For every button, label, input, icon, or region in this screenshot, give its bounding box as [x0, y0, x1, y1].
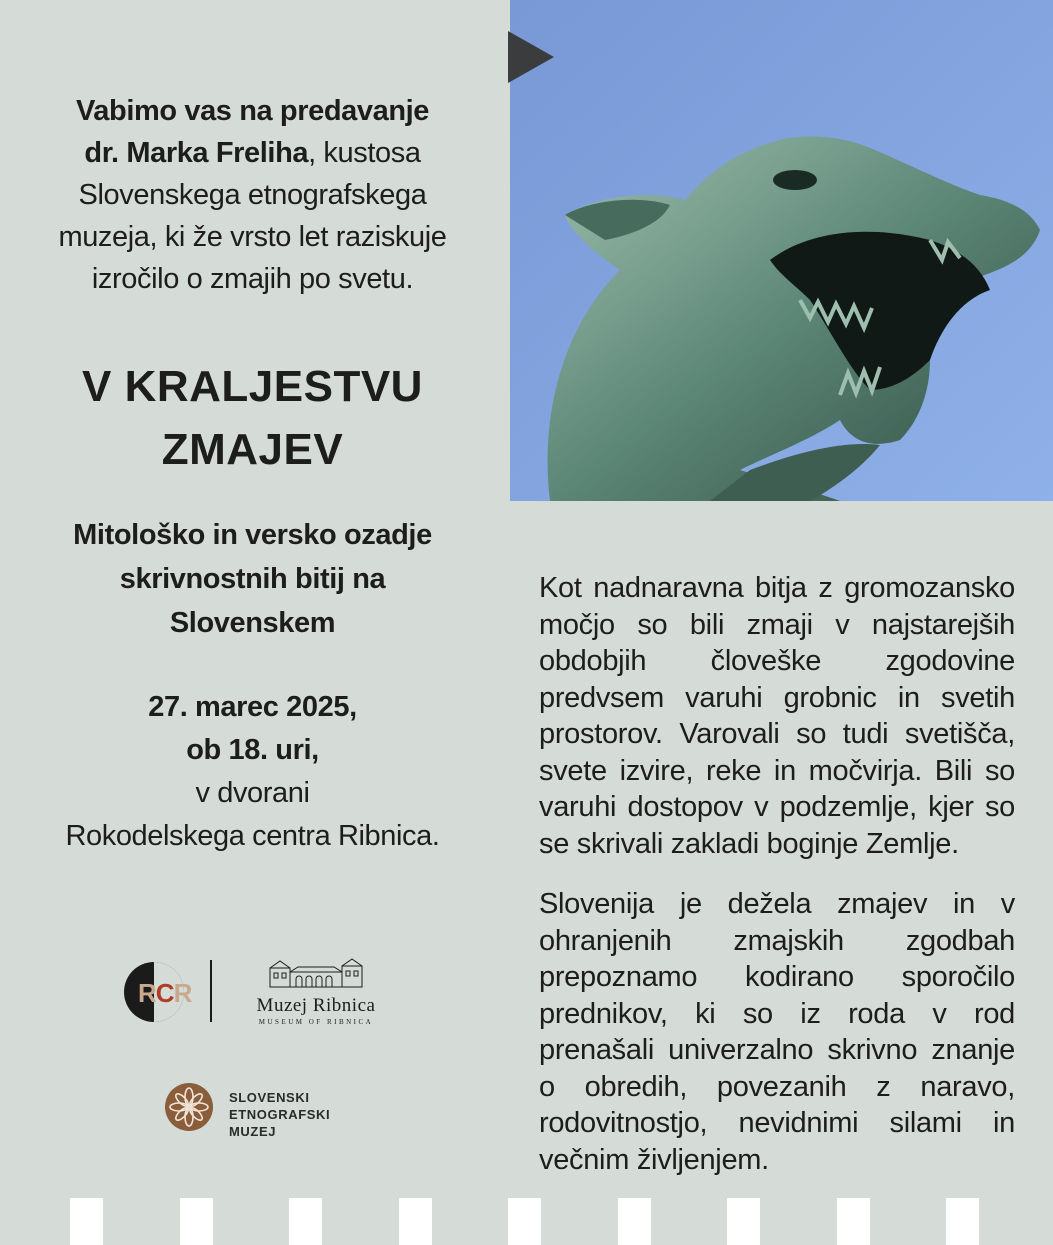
- description-paragraph1: Kot nadnaravna bitja z gromozansko močjo so bili zmaji v najstarejših obdobjih človeške zgodovine predvsem varuhi grobnic in svetih prostorov. Varovali so tudi svetišča, svete izvire, reke in močvirja. Bili so varuhi dostopov v podzemlje, kjer so se skrivali zakladi boginje Zemlje.: [539, 572, 1015, 860]
- film-hole: [727, 1198, 760, 1245]
- left-column: [0, 0, 505, 1245]
- intro-line4: muzeja, ki že vrsto let raziskuje: [58, 221, 447, 253]
- subtitle-line3: Slovenskem: [169, 607, 336, 639]
- play-triangle-icon: [508, 31, 554, 83]
- event-subtitle: [30, 513, 475, 645]
- event-title: [0, 355, 505, 481]
- event-date: 27. marec 2025,: [148, 691, 357, 723]
- subtitle-line2: skrivnostnih bitij na: [119, 563, 386, 595]
- rcr-logo-text: RCR: [138, 978, 192, 1008]
- logo-divider: [210, 960, 212, 1022]
- film-hole: [180, 1198, 213, 1245]
- film-hole: [399, 1198, 432, 1245]
- film-hole: [837, 1198, 870, 1245]
- intro-line3: Slovenskega etnografskega: [78, 179, 427, 211]
- sem-circle: [165, 1083, 213, 1131]
- intro-line5: izročilo o zmajih po svetu.: [91, 263, 414, 295]
- film-hole: [508, 1198, 541, 1245]
- muzej-ribnica-name: Muzej Ribnica: [256, 995, 376, 1016]
- flower-ornament-icon: [165, 1083, 213, 1131]
- castle-icon: [268, 958, 364, 988]
- title-line2: ZMAJEV: [161, 425, 344, 474]
- film-hole: [946, 1198, 979, 1245]
- intro-text: [30, 90, 475, 300]
- description-paragraph2: Slovenija je dežela zmajev in v ohranjenih zmajskih zgodbah prepoznamo kodirano sporočilo prednikov, ki so iz roda v rod prenašali univerzalno skrivno znanje o obredih, povezanih z naravo, rodovitnostjo, nevidnimi silami in večnim življenjem.: [539, 888, 1015, 1176]
- partner-logos: [124, 958, 394, 1028]
- sem-name: SLOVENSKI ETNOGRAFSKI MUZEJ: [229, 1090, 331, 1139]
- dragon-statue-photo: [510, 0, 1053, 501]
- muzej-ribnica-logo: [236, 958, 396, 1026]
- subtitle-line1: Mitološko in versko ozadje: [73, 519, 432, 551]
- muzej-ribnica-sub: MUSEUM OF RIBNICA: [258, 1018, 374, 1026]
- sem-logo: [165, 1083, 365, 1143]
- event-venue-line2: Rokodelskega centra Ribnica.: [65, 820, 440, 852]
- lecturer-name: dr. Marka Freliha: [84, 137, 309, 169]
- event-venue-line1: v dvorani: [195, 777, 310, 809]
- intro-line2-rest: , kustosa: [308, 137, 421, 169]
- title-line1: V KRALJESTVU: [82, 362, 423, 411]
- film-strip-border: [0, 1198, 1053, 1245]
- event-time: ob 18. uri,: [186, 734, 319, 766]
- film-hole: [70, 1198, 103, 1245]
- film-hole: [289, 1198, 322, 1245]
- intro-line1: Vabimo vas na predavanje: [75, 95, 430, 127]
- description-text: [539, 570, 1015, 1202]
- film-hole: [618, 1198, 651, 1245]
- event-datetime: [20, 686, 485, 858]
